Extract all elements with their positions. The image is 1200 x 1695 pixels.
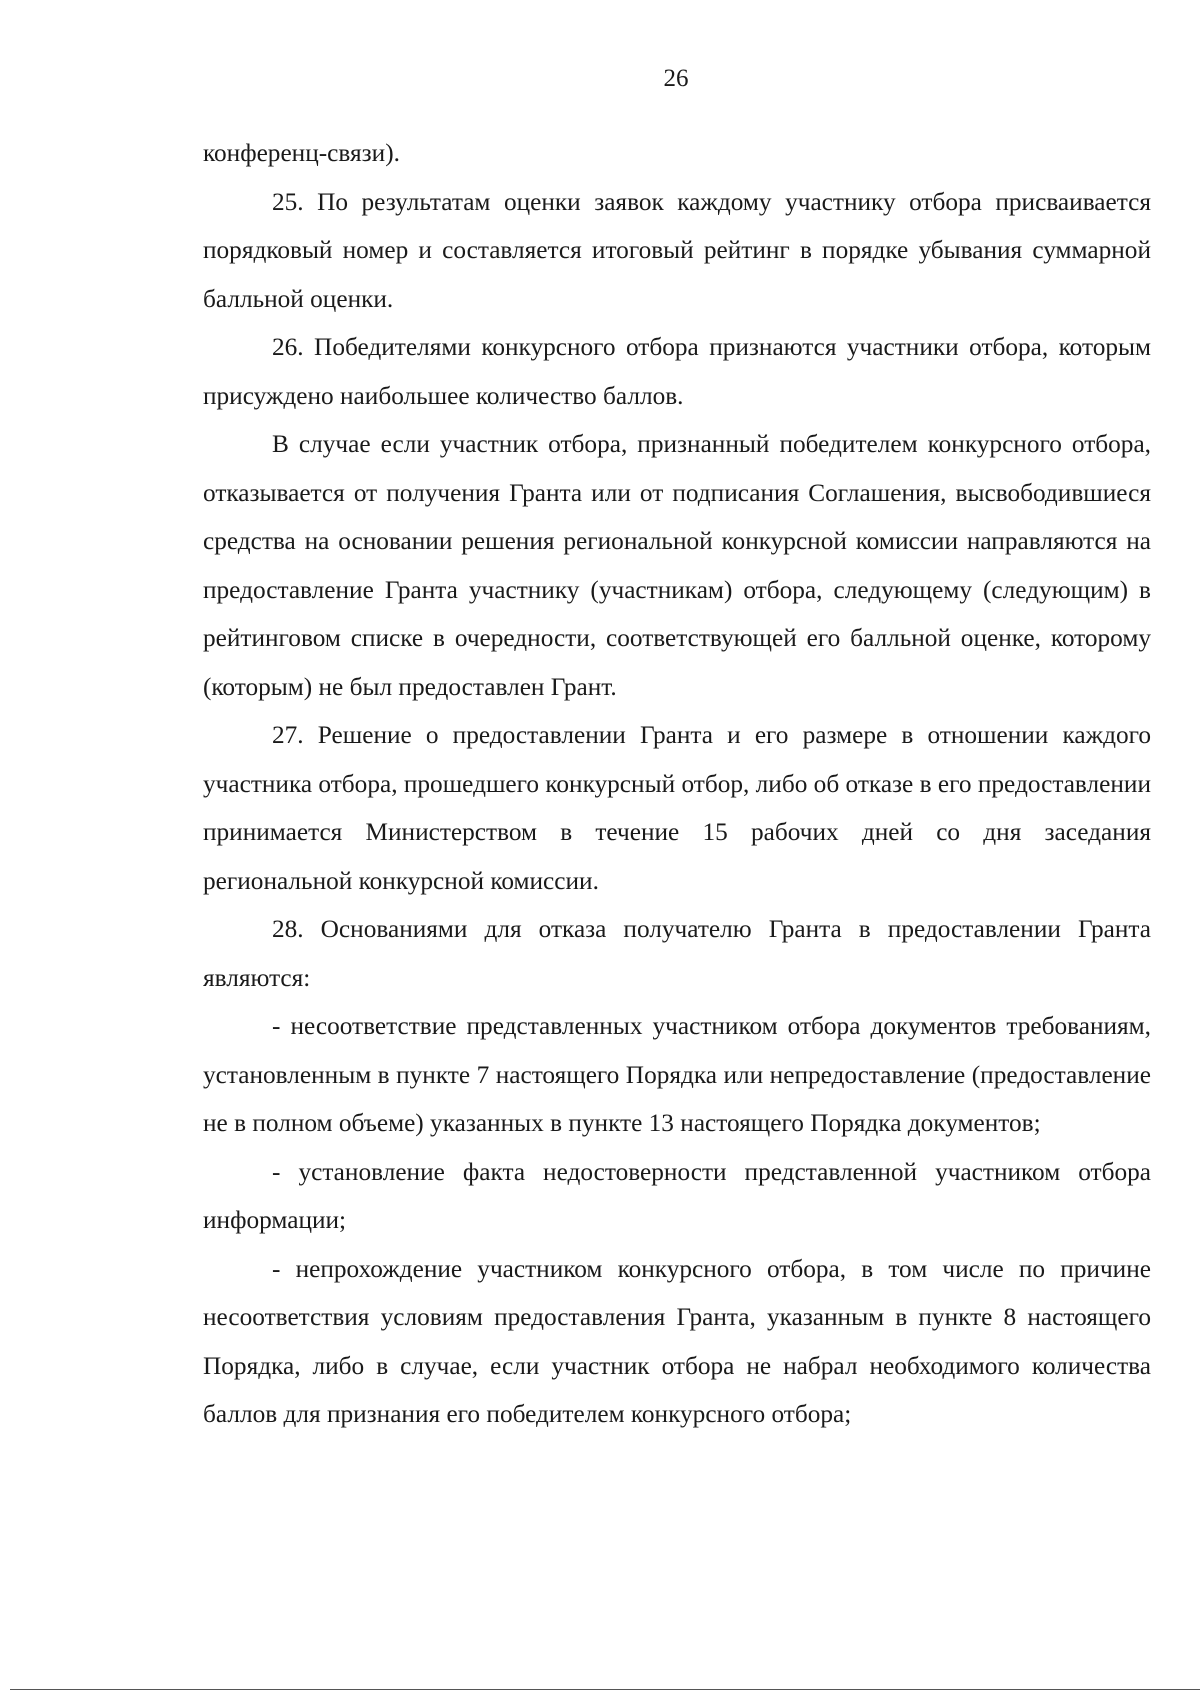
page-number: 26 <box>663 65 689 92</box>
paragraph-28: 28. Основаниями для отказа получателю Гранта в предоставлении Гранта являются: <box>203 915 1151 992</box>
paragraph: конференц-связи). <box>203 139 400 167</box>
paragraph-26-continued: В случае если участник отбора, признанный победителем конкурсного отбора, отказывается от получения Гранта или от подписания Соглашения, высвободившиеся средства на основании решения региональной конкурсной комиссии направляются на предоставление Гранта участнику (участникам) отбора, следующему (следующим) в рейтинговом списке в очередности, соответствующей его балльной оценке, которому (которым) не был предоставлен Грант. <box>203 430 1151 701</box>
paragraph-27: 27. Решение о предоставлении Гранта и его размере в отношении каждого участника отбора, прошедшего конкурсный отбор, либо об отказе в его предоставлении принимается Министерством в течение 15 рабочих дней со дня заседания региональной конкурсной комиссии. <box>203 721 1151 895</box>
list-item-refusal-reason-3: - непрохождение участником конкурсного отбора, в том числе по причине несоответствия условиям предоставления Гранта, указанным в пункте 8 настоящего Порядка, либо в случае, если участник отбора не набрал необходимого количества баллов для признания его победителем конкурсного отбора; <box>203 1254 1151 1428</box>
list-item-refusal-reason-1: - несоответствие представленных участником отбора документов требованиям, установленным в пункте 7 настоящего Порядка или непредоставление (предоставление не в полном объеме) указанных в пункте 13 настоящего Порядка документов; <box>203 1012 1151 1137</box>
paragraph-26: 26. Победителями конкурсного отбора признаются участники отбора, которым присуждено наибольшее количество баллов. <box>203 333 1151 410</box>
paragraph-25: 25. По результатам оценки заявок каждому участнику отбора присваивается порядковый номер и составляется итоговый рейтинг в порядке убывания суммарной балльной оценки. <box>203 187 1151 313</box>
document-body <box>203 129 1151 1439</box>
list-item-refusal-reason-2: - установление факта недостоверности представленной участником отбора информации; <box>203 1157 1151 1234</box>
page-bottom-rule <box>10 1689 1200 1690</box>
